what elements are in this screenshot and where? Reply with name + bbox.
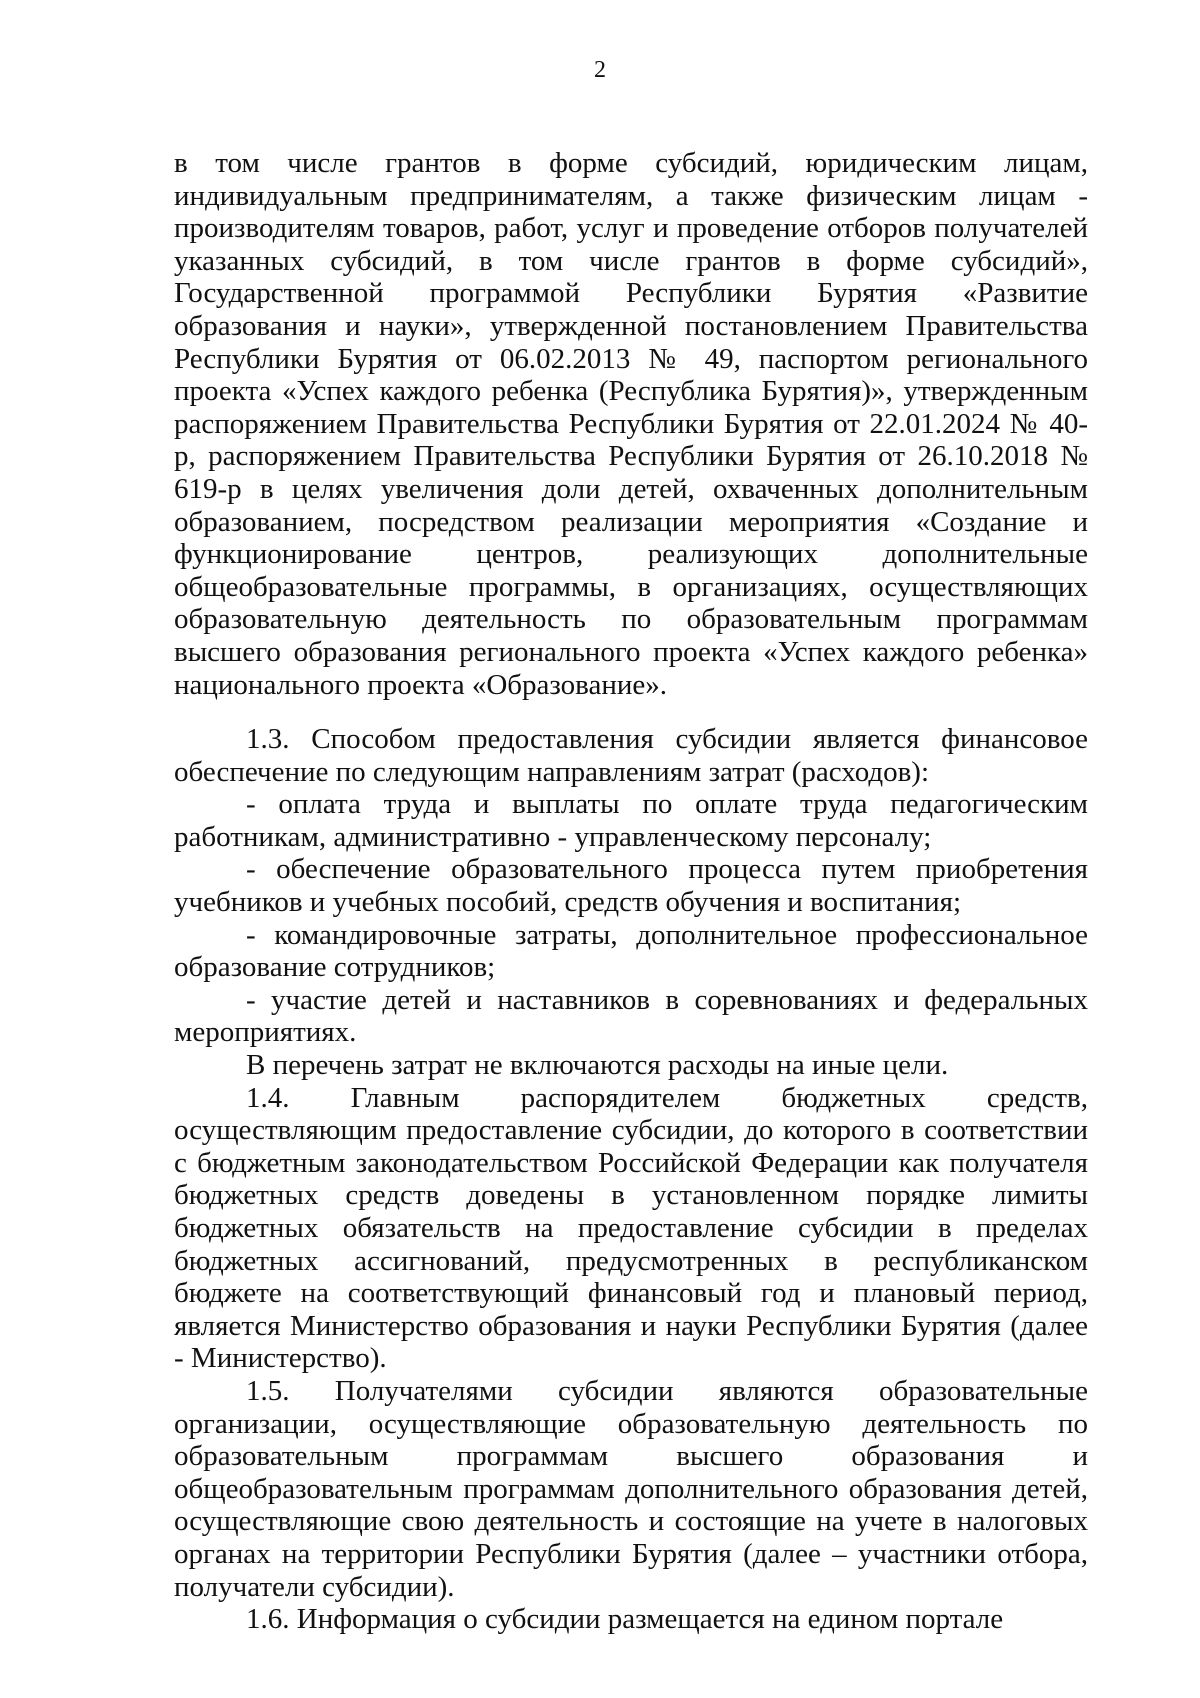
paragraph-1-5: 1.5. Получателями субсидии являются образовательные организации, осуществляющие образовательную деятельность по образовательным программам высшего образования и общеобразовательным программам дополнительного образования детей, осуществляющие свою деятельность и состоящие на учете в налоговых органах на территории Республики Бурятия (далее – участники отбора, получатели субсидии). (174, 1374, 1088, 1603)
list-item-travel-expenses: - командировочные затраты, дополнительное профессиональное образование сотрудников; (174, 918, 1088, 984)
paragraph-excluded-costs: В перечень затрат не включаются расходы на иные цели. (246, 1049, 949, 1082)
paragraph-legal-basis: в том числе грантов в форме субсидий, юридическим лицам, индивидуальным предпринимателям, а также физическим лицам - производителям товаров, работ, услуг и проведение отборов получателей указанных субсидий, в том числе грантов в форме субсидий», Государственной программой Республики Бурятия «Развитие образования и науки», утвержденной постановлением Правительства Республики Бурятия от 06.02.2013 № 49, паспортом регионального проекта «Успех каждого ребенка (Республика Бурятия)», утвержденным распоряжением Правительства Республики Бурятия от 22.01.2024 № 40-р, распоряжением Правительства Республики Бурятия от 26.10.2018 № 619-р в целях увеличения доли детей, охваченных дополнительным образованием, посредством реализации мероприятия «Создание и функционирование центров, реализующих дополнительные общеобразовательные программы, в организациях, осуществляющих образовательную деятельность по образовательным программам высшего образования регионального проекта «Успех каждого ребенка» национального проекта «Образование». (174, 147, 1088, 701)
paragraph-1-3: 1.3. Способом предоставления субсидии является финансовое обеспечение по следующим направлениям затрат (расходов): (174, 723, 1088, 788)
list-item-competitions: - участие детей и наставников в соревнованиях и федеральных мероприятиях. (174, 983, 1088, 1049)
document-body (174, 147, 1088, 1636)
list-item-educational-process: - обеспечение образовательного процесса путем приобретения учебников и учебных пособий, средств обучения и воспитания; (174, 853, 1088, 919)
list-item-salary: - оплата труда и выплаты по оплате труда педагогическим работникам, административно - управленческому персоналу; (174, 788, 1088, 853)
paragraph-1-6: 1.6. Информация о субсидии размещается на едином портале (246, 1603, 1004, 1636)
paragraph-1-4: 1.4. Главным распорядителем бюджетных средств, осуществляющим предоставление субсидии, до которого в соответствии с бюджетным законодательством Российской Федерации как получателя бюджетных средств доведены в установленном порядке лимиты бюджетных обязательств на предоставление субсидии в пределах бюджетных ассигнований, предусмотренных в республиканском бюджете на соответствующий финансовый год и плановый период, является Министерство образования и науки Республики Бурятия (далее - Министерство). (174, 1081, 1088, 1375)
page-number: 2 (594, 57, 606, 83)
